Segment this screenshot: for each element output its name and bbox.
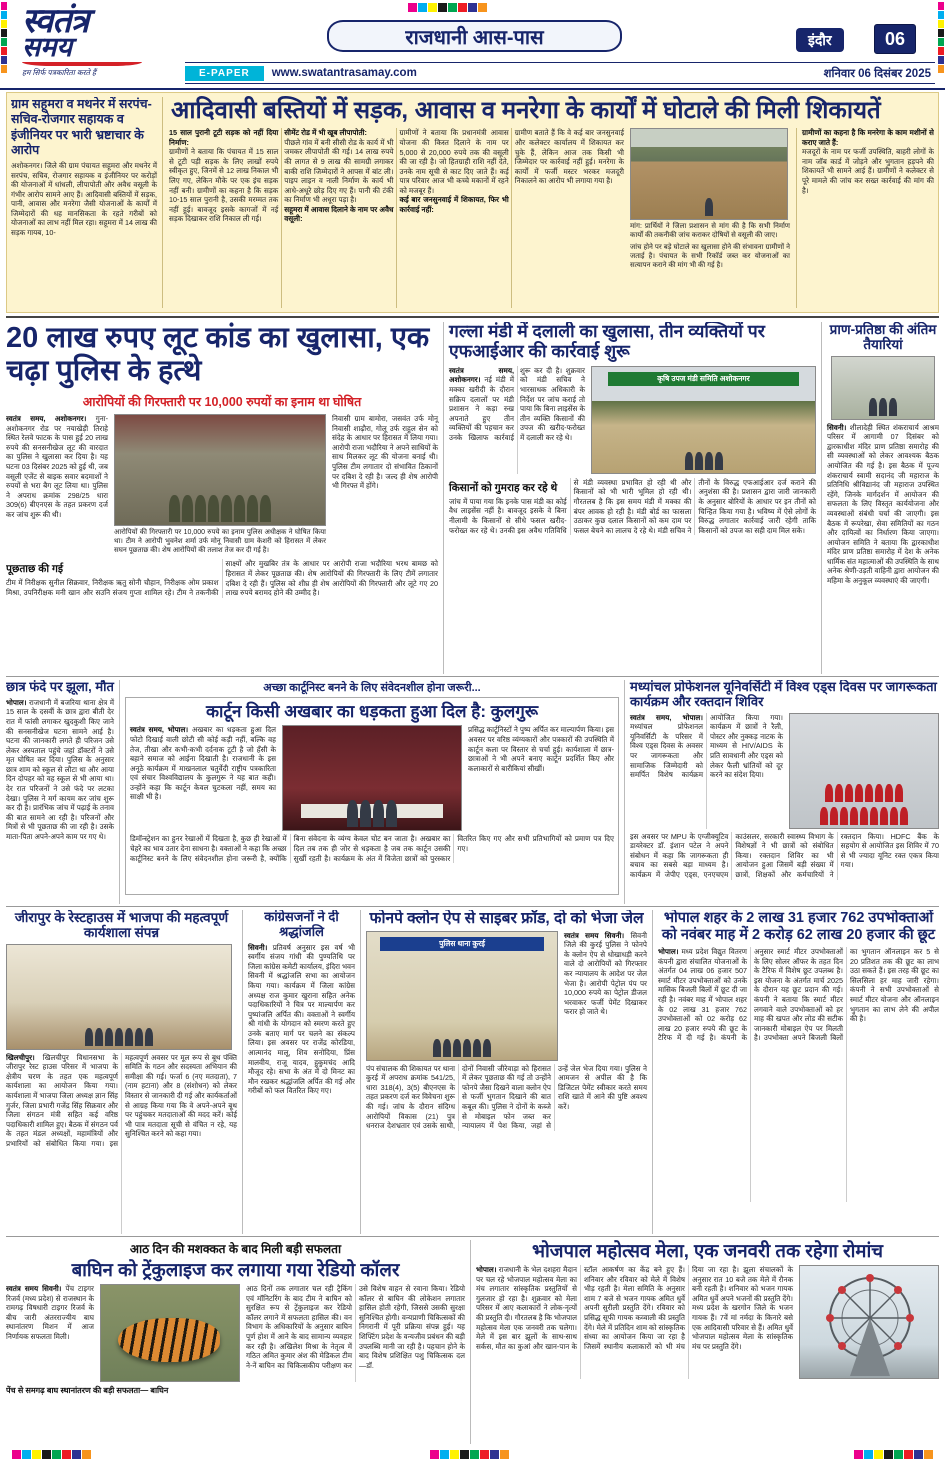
devotee-figures [832, 398, 934, 416]
byline: भोपाल। [658, 947, 679, 957]
body-text: प्रसिद्ध कार्टूनिस्टों ने पुष्प अर्पित कर माल्यार्पण किया। इस अवसर पर वरिष्ठ व्यंग्यकारों और पत्रकारों की उपस्थिति में कार्टून कला पर विस्तार से चर्चा हुई। कार्यशाला में छात्र-छात्राओं ने भी अपने बनाए कार्टून प्रदर्शित किए और कलाकारों से बारीकियां सीखीं। [468, 725, 614, 773]
bold-lead: सहूमरा में आवास दिलाने के नाम पर अवैध वसूली: [284, 204, 394, 224]
masthead-header [0, 0, 945, 90]
lead-photo-column [630, 128, 790, 308]
body-columns [246, 1284, 465, 1382]
epaper-label: E-PAPER [185, 66, 264, 81]
body-columns [366, 1064, 647, 1131]
tigress-figure [118, 1318, 220, 1362]
website-url: www.swatantrasamay.com [271, 67, 417, 79]
logo-line2: समय [22, 32, 73, 62]
body-columns [6, 559, 438, 597]
body-text: टीम में निरीक्षक सुनील सिक्रवार, निरीक्षक ऋतु सोनी चौहान, निरीक्षक ओम प्रकाश मिश्रा, उपनिरीक्षक मनी खान और सउनि संजय गुप्ता शामिल रहे। टीम ने तकनीकी साक्ष्यों और मुखबिर तंत्र के आधार पर आरोपी राजा भदौरिया भरथ बामछ को हिरासत में लेकर पूछताछ की। शेष आरोपियों की गिरफ्तारी के लिए टीमें लगातार दबिश दे रही हैं। पुलिस को शीघ्र ही शेष आरोपियों की गिरफ्तारी और लूटे गए 20 लाख रुपये बरामद होने की उम्मीद है। [6, 559, 438, 598]
headline: जीरापुर के रेस्टहाउस में भाजपा की महत्वपूर्ण कार्यशाला संपन्न [14, 910, 229, 941]
headline: भोजपाल महोत्सव मेला, एक जनवरी तक रहेगा रोमांच [531, 1240, 884, 1261]
story-lead-main [169, 97, 934, 308]
person-on-road-figure [631, 198, 787, 216]
band-4 [6, 906, 939, 1234]
photo-caption-more: जांच होने पर बड़े घोटाले का खुलासा होने की संभावना ग्रामीणों ने जताई है। पंचायत के सभी रिकॉर्ड जब्त कर योजनाओं का सत्यापन कराने की मांग भी की गई है। [630, 243, 790, 269]
byline: सिवनी। [248, 942, 268, 952]
headline: 20 लाख रुपए लूट कांड का खुलासा, एक चढ़ा पुलिस के हत्थे [6, 322, 430, 388]
bold-lead: कई बार जनसुनवाई में शिकायत, फिर भी कार्रवाई नहीं: [399, 195, 509, 214]
body-columns [449, 478, 816, 535]
ashram-photo [831, 356, 935, 420]
body-text: स्वतंत्र समय, भोपाल। अखबार का धड़कता हुआ दिल फोटो दिखाई वाली छोटी सी कोई कड़ी नहीं, बल्कि वह तेज, तीखा और कभी-कभी दर्दनाक टूटी है जो हँसी के बहाने समाज को आईना दिखाती है। राजधानी के इस अनूठे कार्यक्रम में माखनलाल चतुर्वेदी राष्ट्रीय पत्रकारिता एवं संचार विश्वविद्यालय के कुलगुरू ने यह बात कही। उन्होंने कहा कि कार्टून केवल चुटकला नहीं, समय का साक्षी भी है। [130, 725, 276, 802]
headline: मध्यांचल प्रोफेशनल यूनिवर्सिटी में विश्व एड्स दिवस पर जागरूकता कार्यक्रम और रक्तदान शिविर [630, 680, 937, 709]
body-text: सिवनी। शीलादेही स्थित शंकराचार्य आश्रम परिसर में आगामी 07 दिसंबर को द्वारकाधीश मंदिर प्राण प्रतिष्ठा समारोह की सी व्यवस्थाओं को लेकर आवश्यक बैठक आयोजित की गई है। इस बैठक में पूज्य शंकराचार्य स्वामी सदानंद जी महाराज के प्रतिनिधि श्रीविद्यानंद जी महाराज उपस्थित रहेंगे, जिनके मार्गदर्शन में आयोजन की सफलता के लिए विस्तृत कार्ययोजना और व्यवस्थाओं संबंधी चर्चा की जाएगी। इस बैठक में रूपरेखा, सेवा समितियों का गठन और दायित्वों का निर्धारण किया जाएगा। आयोजन समिति ने बताया कि द्वारकाधीश मंदिर प्राण प्रतिष्ठा समारोह में देश के अनेक धार्मिक संत महात्माओं की उपस्थिति के साथ अनेक श्रेणी-उड़ती वाहिनी द्वारा आयोजन की महिमा के अनुकूल व्यवस्थाएं की जाएगी। [827, 422, 939, 585]
epaper-bar [185, 62, 935, 84]
body-columns [476, 1265, 793, 1379]
body-text: भोपाल। राजधानी में बजरिया थाना क्षेत्र में 15 साल के दसवीं के छात्र द्वारा बीती देर रात में फांसी लगाकर खुदकुशी किए जाने की सनसनीखेज घटना सामने आई है। घटना की जानकारी लगते ही परिजन उसे लेकर अस्पताल पहुंचे जहां डॉक्टरों ने उसे मृत घोषित कर दिया। पुलिस के अनुसार छात्र शाम को स्कूल से लौटा था और आया दिन दोपहर को वह स्कूल से भी आया था। देर रात परिजनों ने उसे फंदे पर लटका देखा। पुलिस ने मर्ग कायम कर जांच शुरू कर दी है। प्रारंभिक जांच में पढ़ाई के तनाव की बात सामने आ रही है। परिजनों और मित्रों से भी पूछताछ की जा रही है। उसके माता-पिता अपने-अपने काम पर गए थे। [6, 697, 114, 841]
bold-lead: ग्रामीणों का कहना है कि मनरेगा के काम मशीनों से कराए जाते हैं: [802, 128, 934, 147]
panelist-figures [283, 800, 461, 827]
mandi-gate-photo [591, 366, 816, 474]
police-team-photo [114, 414, 326, 526]
bottom-note: पेंच से समगढ़ बाघ स्थानांतरण की बड़ी सफलता— बाघिन [6, 1386, 169, 1396]
body-text: मजदूरों के नाम पर फर्जी उपस्थिति, बाहरी लोगों के नाम जॉब कार्ड में जोड़ने और भुगतान हड़पने की शिकायतें भी सामने आई हैं। ग्रामीणों ने कलेक्टर से पूरे मामले की जांच कर सख्त कार्रवाई की मांग की है। [802, 147, 934, 195]
body-text: ग्रामीण बताते हैं कि वे कई बार जनसुनवाई और कलेक्टर कार्यालय में शिकायत कर चुके हैं, लेकिन आज तक किसी भी जिम्मेदार पर कार्रवाई नहीं हुई। मनरेगा के कार्यों में फर्जी मस्टर भरकर मजदूरी निकालने का आरोप भी लगाया गया है। [514, 128, 624, 186]
body-text: स्वतंत्र समय, अशोकनगर। नई मंडी में मक्का खरीदी के दौरान सक्रिय दलालों पर मंडी प्रशासन ने कड़ा रुख अपनाते हुए तीन व्यक्तियों की पहचान कर उनके खिलाफ कार्रवाई शुरू कर दी है। शुक्रवार को मंडी सचिव ने भारसाधक अधिकारी के निर्देश पर जांच कराई तो पाया कि बिना लाइसेंस के तीन व्यक्ति किसानों की उपज की खरीद-फरोख्त में दलाली कर रहे थे। [449, 365, 585, 442]
kicker: आठ दिन की मशक्कत के बाद मिली बड़ी सफलता [129, 1242, 342, 1256]
police-figures [115, 495, 325, 522]
photo-caption: आरोपियों की गिरफ्तारी पर 10,000 रुपये का इनाम पुलिस अधीक्षक ने घोषित किया था। टीम ने आरोपी भुवनेश शर्मा उर्फ मोनू निवासी ग्राम केशरी को हिरासत में लेकर सघन पूछताछ की। शेष आरोपियों की तलाश तेज कर दी गई है। [114, 529, 326, 555]
body-columns [169, 128, 624, 308]
story-aids-day [625, 680, 939, 904]
newspaper-logo [22, 4, 182, 78]
body-text: स्वतंत्र समय सिवनी। पेंच टाइगर रिजर्व (मध्य प्रदेश) से राजस्थान के रामगढ़ विषधारी टाइगर रिजर्व के बीच जारी अंतरराज्यीय बाघ स्थानांतरण मिशन में आज निर्णायक सफलता मिली। [6, 1284, 94, 1341]
police-station-photo [366, 931, 558, 1061]
body-text: पंप संचालक की शिकायत पर थाना कुरई में अपराध क्रमांक 541/25, धारा 318(4), 3(5) बीएनएस के तहत प्रकरण दर्ज कर विवेचना शुरू की गई। जांच के दौरान संदिग्ध आरोपियों विकास (21) पुत्र धनराज देशभ्रतार एवं उसके साथी, दोनों निवासी जीरेवाड़ा को हिरासत में लेकर पूछताछ की गई तो उन्होंने फोनपे जैसा दिखने वाला क्लोन ऐप से फर्जी भुगतान दिखाने की बात कबूल की। पुलिस ने दोनों के कब्जे से मोबाइल फोन जब्त कर न्यायालय में पेश किया, जहां से उन्हें जेल भेज दिया गया। पुलिस ने आमजन से अपील की है कि डिजिटल पेमेंट स्वीकार करते समय राशि खाते में आने की पुष्टि अवश्य करें। [366, 1063, 647, 1131]
story-phonepe-fraud [361, 910, 653, 1234]
body-text: भोपाल। राजधानी के भेल दशहरा मैदान पर चल रहे भोजपाल महोत्सव मेला का मंच लगातार सांस्कृतिक प्रस्तुतियों से गुलजार हो रहा है। शुक्रवार को मेला परिसर में आए कलाकारों ने लोक-नृत्यों की प्रस्तुति दी। गौरतलब है कि भोजपाल महोत्सव मेला एक जनवरी तक चलेगा। मेले में इस बार झूलों के साथ-साथ सर्कस, मौत का कुआं और खान-पान के स्टॉल आकर्षण का केंद्र बने हुए हैं। शनिवार और रविवार को मेले में विशेष भीड़ रहती है। मेला समिति के अनुसार शाम 7 बजे से भजन गायक अमित धुर्वे अपनी सुरीली प्रस्तुति देंगे। रविवार को प्रसिद्ध सूफी गायक कव्वाली की प्रस्तुति देंगे। मेले में प्रतिदिन शाम को सांस्कृतिक संध्या का आयोजन किया जा रहा है जिसमें स्थानीय कलाकारों को भी मंच दिया जा रहा है। झूला संचालकों के अनुसार रात 10 बजे तक मेले में रौनक बनी रहती है। शनिवार को भजन गायक अमित धुर्वे अपने भजनों की प्रस्तुति देंगे। मध्य प्रदेश के खरगोन जिले के भजन गायक हैं। 7वें मां नर्मदा के किनारे बसे एक आदिवासी परिवार से हैं। अमित धुर्वे भोजपाल महोत्सव मेला के सांस्कृतिक मंच पर प्रस्तुति देंगे। [476, 1265, 793, 1351]
body-text: स्वतंत्र समय, भोपाल। मध्यांचल प्रोफेशनल यूनिवर्सिटी के परिसर में विश्व एड्स दिवस के अवसर पर जागरूकता और सामाजिक जिम्मेदारी को समर्पित विशेष कार्यक्रम आयोजित किया गया। कार्यक्रम में छात्रों ने रैली, पोस्टर और नुक्कड़ नाटक के माध्यम से HIV/AIDS के प्रति सावधानी और एड्स को लेकर फैली भ्रांतियों को दूर करने का संदेश दिया। [630, 712, 783, 780]
story-bjp-workshop [6, 910, 243, 1234]
photo-caption: मांग: प्रार्थियों ने जिला प्रशासन से मांग की है कि सभी निर्माण कार्यों की तकनीकी जांच कराकर दोषियों से वसूली की जाए। [630, 223, 790, 240]
body-columns [630, 713, 783, 829]
byline: स्वतंत्र समय, भोपाल। [630, 712, 703, 722]
print-color-bar [854, 1450, 933, 1459]
body-text: निवासी ग्राम बामोरा, जसवंत उर्फ मोनू निवासी शाढ़ौरा, गोलू उर्फ राहुल सेन को संदेह के आधार पर हिरासत में लिया गया। आरोपी राजा भदौरिया ने अपने साथियों के साथ मिलकर लूट की योजना बनाई थी। पुलिस टीम लगातार दो संभावित ठिकानों पर दबिश दे रही है। जल्द ही शेष आरोपी भी गिरफ्त में होंगे। [332, 414, 438, 491]
mandi-people-figures [592, 452, 815, 470]
byline: भोपाल। [476, 1265, 497, 1275]
body-text: स्वतंत्र समय, अशोकनगर। गुना-अशोकनगर रोड पर नयाखेड़ी तिराहे स्थित रेलवे फाटक के पास हुई 20 लाख रुपये की सनसनीखेज लूट की वारदात का पुलिस ने खुलासा कर दिया है। यह घटना 03 दिसंबर 2025 को हुई थी, जब वसूली एजेंट से बाइक सवार बदमाशों ने रुपयों से भरा बैग लूट लिया था। पुलिस ने अपराध क्रमांक 298/25 धारा 309(6) बीएनएस के तहत प्रकरण दर्ज कर जांच शुरू की थी। [6, 414, 108, 519]
story-lead-scam [6, 92, 939, 313]
village-road-photo [630, 128, 788, 220]
stage-event-photo [282, 725, 462, 831]
story-mandi-brokers [444, 322, 822, 674]
meeting-room-photo [6, 944, 232, 1050]
band-2 [6, 316, 939, 674]
logo-tagline: हम सिर्फ पत्रकारिता करते हैं [22, 68, 97, 77]
body-columns [658, 947, 939, 1202]
band-3 [6, 676, 939, 904]
body-text: ग्रामीणों ने बताया कि प्रधानमंत्री आवास योजना की किस्त दिलाने के नाम पर 5,000 से 20,000 रुपये तक की वसूली की जा रही है। जो हितग्राही राशि नहीं देते, उनके नाम सूची से काट दिए जाते हैं। कई पात्र परिवार आज भी कच्चे मकानों में रहने को मजबूर हैं। [399, 128, 509, 195]
story-lead-side [11, 97, 163, 308]
body-text: स्वतंत्र समय सिवनी। सिवनी जिले की कुरई पुलिस ने फोनपे के क्लोन ऐप से धोखाधड़ी करने वाले दो आरोपियों को गिरफ्तार कर न्यायालय के आदेश पर जेल भेजा है। आरोपी पेट्रोल पंप पर 10,000 रुपये का पेट्रोल डीजल भरवाकर फर्जी पेमेंट दिखाकर फरार हो जाते थे। [564, 930, 648, 1017]
byline: स्वतंत्र समय सिवनी। [564, 930, 625, 940]
body-text: सिवनी। प्रतिवर्ष अनुसार इस वर्ष भी स्वर्गीय संजय गांधी की पुण्यतिथि पर जिला कांग्रेस कमेटी कार्यालय, इंदिरा भवन सिवनी में श्रद्धांजलि सभा का आयोजन किया गया। कार्यक्रम में जिला कांग्रेस अध्यक्ष राज कुमार खुराना सहित अनेक पदाधिकारियों ने चित्र पर माल्यार्पण कर पुष्पांजलि अर्पित की। वक्ताओं ने स्वर्गीय श्री गांधी के योगदान को स्मरण करते हुए उनके बताए मार्ग पर चलने का संकल्प लिया। इस अवसर पर राजेंद्र कोरडिया, आत्मानंद मालू, शिव सनोदिया, प्रिंस मालवीय, राजू यादव, हुकुमचंद आदि मौजूद रहे। सभा के अंत में दो मिनट का मौन रखकर श्रद्धांजलि अर्पित की गई और गरीबों को फल वितरित किए गए। [248, 942, 356, 1096]
byline: स्वतंत्र समय, अशोकनगर। [449, 365, 514, 385]
body-text: इस अवसर पर MPU के एग्जीक्यूटिव डायरेक्टर डॉ. इंशान पटेल ने अपने संबोधन में कहा कि जागरूकता ही बचाव का सबसे बड़ा माध्यम है। कार्यक्रम में जेपीए एड्स, एनएचएम काउंसलर, सरकारी स्वास्थ्य विभाग के विशेषज्ञों ने भी छात्रों को संबोधित किया। रक्तदान शिविर का भी आयोजन हुआ जिसमें बड़ी संख्या में छात्रों, शिक्षकों और कर्मचारियों ने रक्तदान किया। HDFC बैंक के सहयोग से आयोजित इस शिविर में 70 से भी ज्यादा यूनिट रक्त एकत्र किया गया। [630, 831, 939, 879]
mandi-sign-board: कृषि उपज मंडी समिति अशोकनगर [608, 372, 800, 386]
print-color-bar [12, 1450, 91, 1459]
byline: सिवनी। [827, 422, 847, 432]
bold-lead: 15 साल पुरानी टूटी सड़क को नहीं दिया निर्माण: [169, 128, 279, 147]
bold-lead: सीमेंट रोड में भी खूब लीपापोती: [284, 128, 367, 138]
story-congress-tribute [243, 910, 361, 1234]
red-shirt-group-photo [789, 713, 939, 829]
body-text: ग्रामीणों ने बताया कि पंचायत में 15 साल से टूटी पड़ी सड़क के लिए लाखों रुपये स्वीकृत हुए, जिनमें से 12 लाख निकाल भी लिए गए, लेकिन मौके पर एक इंच सड़क नहीं बनी। ग्रामीणों का कहना है कि सड़क 10-15 साल पुरानी है, उसकी मरम्मत तक नहीं हुई। बावजूद इसके कागजों में नई सड़क दिखाकर राशि निकाल ली गई। [169, 147, 279, 224]
tigress-photo [100, 1284, 240, 1382]
edition-badge: इंदौर [796, 28, 844, 52]
sub-headline-red: आरोपियों की गिरफ्तारी पर 10,000 रुपयों का इनाम था घोषित [82, 395, 362, 410]
body-text: खिलचीपुर। खिलचीपुर विधानसभा के जीरापुर रेस्ट हाउस परिसर में भाजपा के क्षेत्रीय चरण के तहत एक महत्वपूर्ण कार्यशाला का आयोजन किया गया। कार्यशाला में भाजपा जिला अध्यक्ष ज्ञान सिंह गुर्जर, जिला प्रभारी गजेंद्र सिंह सिक्रवार और जिला संगठन मंत्री सहित कई वरिष्ठ पदाधिकारी शामिल हुए। बैठक में संगठन पर्व के तहत मंडल अध्यक्षों, महामंत्रियों और प्रभारियों को संबोधित किया गया। इस महत्वपूर्ण अवसर पर मूल रूप से बूथ पंक्ति समिति के गठन और सदस्यता अभियान की समीक्षा की गई। फर्जा 6 (नए मतदाता), 7 (नाम हटाना) और 8 (संशोधन) को लेकर विस्तार से जानकारी दी गई और कार्यकर्ताओं से आग्रह किया गया कि वे अपने-अपने बूथ पर पहुंचकर मतदाताओं की मदद करें। कोई भी पात्र मतदाता सूची से वंचित न रहे, यह सुनिश्चित करने को कहा गया। [6, 1052, 237, 1148]
body-text: अशोकनगर। जिले की ग्राम पंचायत सहूमरा और मथनेर में सरपंच, सचिव, रोजगार सहायक व इंजीनियर पर करोड़ों की योजनाओं में धांधली, लीपापोती और अवैध वसूली के गंभीर आरोप सामने आए हैं। आदिवासी बस्तियों में सड़क, पानी, आवास और मनरेगा जैसी योजनाओं के कार्यों में जिम्मेदारों की धह मानसिकता के रहते गरीबों को योजनाओं का लाभ नहीं मिल रहा। सहूमरा में 14 लाख की सड़क गायब, 10- [11, 161, 157, 238]
section-banner-label: राजधानी आस-पास [405, 26, 544, 49]
headline: भोपाल शहर के 2 लाख 31 हजार 762 उपभोक्ताओं को नवंबर माह में 2 करोड़ 62 लाख 20 हजार की छूट [661, 910, 936, 943]
page-number: 06 [874, 24, 916, 54]
police-station-sign: पुलिस थाना कुरई [380, 937, 543, 951]
headline: ग्राम सहूमरा व मथनेर में सरपंच-सचिव-रोजगार सहायक व इंजीनियर पर भारी भ्रष्टाचार के आरोप [11, 97, 152, 157]
story-bhojpal-fair [471, 1240, 939, 1444]
logo-red-swoosh [22, 62, 142, 66]
headline: आदिवासी बस्तियों में सड़क, आवास व मनरेगा के कार्यों में घोटाले की मिली शिकायतें [171, 97, 881, 124]
kicker: अच्छा कार्टूनिस्ट बनने के लिए संवेदनशील होना जरूरी... [263, 682, 481, 694]
byline: भोपाल। [6, 697, 27, 707]
byline: स्वतंत्र समय सिवनी। [6, 1284, 62, 1294]
body-text: डिमॉन्स्ट्रेशन का हुनर रेखाओं में दिखता है, कुछ ही रेखाओं में चेहरे का भाव उतार देना साधना है। वक्ताओं ने कहा कि अच्छा कार्टूनिस्ट बनने के लिए संवेदनशील होना जरूरी है, क्योंकि बिना संवेदना के व्यंग्य केवल चोट बन जाता है। अखबार का दिल तब तक ही जोर से धड़कता है जब तक कार्टून उसकी सुर्खी रहती है। कार्यक्रम के अंत में विजेता छात्रों को पुरस्कार वितरित किए गए और सभी प्रतिभागियों को प्रमाण पत्र दिए गए। [130, 834, 614, 863]
byline: स्वतंत्र समय, अशोकनगर। [6, 414, 87, 424]
story-tigress-radio-collar [6, 1240, 471, 1444]
section-banner [327, 20, 622, 52]
body-text: जांच में पाया गया कि इनके पास मंडी का कोई वैध लाइसेंस नहीं है। बावजूद इसके वे बिना नीलामी के किसानों से सीधे फसल खरीद-फरोख्त कर रहे थे। उनकी इस अवैध गतिविधि से मंडी व्यवस्था प्रभावित हो रही थी और किसानों को भी भारी भूमिल हो रही थी। गौरतलब है कि इस समय मंडी में मक्का की बंपर आवक हो रही है। मंडी बोर्ड का फासला उठाकर कुछ दलाल किसानों को कम दाम पर फसल बेचने का लालच दे रहे थे। मंडी सचिव ने तीनों के विरुद्ध एफआईआर दर्ज कराने की अनुशंसा की है। प्रशासन द्वारा जारी जानकारी के अनुसार बोरियों के आधार पर इन तीनों को चिन्हित किया गया है। भविष्य में ऐसे लोगों के विरुद्ध लगातार कार्रवाई जारी रहेगी ताकि किसानों को उपज का सही दाम मिल सके। [449, 477, 816, 535]
story-pran-pratishtha [822, 322, 939, 674]
story-electricity-rebate [653, 910, 939, 1234]
print-color-bar [430, 1450, 509, 1459]
issue-date: शनिवार 06 दिसंबर 2025 [823, 67, 931, 80]
story-loot-case [6, 322, 444, 674]
body-columns [130, 834, 614, 863]
body-text: पीछले गांव में बनी सीसी रोड के कार्य में भी जमकर लीपापोती की गई। 14 लाख रुपये की लागत से 9 लाख की सामग्री लगाकर बाकी राशि जिम्मेदारों ने आपस में बांट ली। पाइप लाइन व नाली निर्माण के कार्य भी आधे-अधूरे छोड़ दिए गए हैं। पानी की टंकी का निर्माण भी अधूरा पड़ा है। [284, 137, 394, 205]
byline: खिलचीपुर। [6, 1052, 35, 1062]
ferris-wheel-photo [799, 1265, 939, 1379]
ferris-wheel-drawing [800, 1266, 939, 1379]
band-5 [6, 1236, 939, 1444]
headline: कार्टून किसी अखबार का धड़कता हुआ दिल है: कुलगुरू [205, 702, 539, 721]
story-student-suicide [6, 680, 120, 904]
story-cartoonist-workshop [120, 680, 625, 904]
headline: बाघिन को ट्रेंकुलाइज कर लगाया गया रेडियो कॉलर [71, 1259, 400, 1280]
attendee-figures [7, 1028, 231, 1046]
byline: स्वतंत्र समय, भोपाल। [130, 725, 189, 735]
body-columns [6, 1053, 237, 1234]
group-row-back [790, 784, 938, 802]
sub-headline: पूछताछ की गई [6, 563, 64, 576]
group-row-front [790, 807, 938, 825]
headline: कांग्रेसजनों ने दी श्रद्धांजलि [264, 910, 339, 939]
body-text: भोपाल। मध्य प्रदेश विद्युत वितरण कंपनी द्वारा संचालित योजनाओं के अंतर्गत 04 लाख 06 हजार 507 स्मार्ट मीटर उपभोक्ताओं को उनके मासिक बिजली बिलों में छूट दी जा रही है। नवंबर माह में भोपाल शहर के 02 लाख 31 हजार 762 उपभोक्ताओं को 02 करोड़ 62 लाख 20 हजार रुपये की छूट के टैरिफ में दी गई है। कंपनी के अनुसार स्मार्ट मीटर उपभोक्ताओं के लिए सोलर ऑफर के तहत दिन के टैरिफ में विशेष छूट उपलब्ध है। इस योजना के अंतर्गत मार्च 2025 के दौरान यह छूट प्रदान की गई। कंपनी ने बताया कि स्मार्ट मीटर लगवाने वाले उपभोक्ताओं को हर माह की खपत और लोड की सटीक जानकारी मोबाइल ऐप पर मिलती है। उपभोक्ता अपने बिजली बिलों का भुगतान ऑनलाइन कर 5 से 20 प्रतिशत तक की छूट का लाभ उठा सकते हैं। इस तरह की छूट का सिलसिला हर माह जारी रहेगा। कंपनी ने सभी उपभोक्ताओं से स्मार्ट मीटर योजना और ऑनलाइन भुगतान का लाभ लेने की अपील की है। [658, 947, 939, 1043]
body-columns [449, 366, 585, 474]
body-columns [630, 832, 939, 880]
lead-right-column [796, 128, 934, 308]
logo-line1: स्वतंत्र [22, 2, 89, 40]
headline: छात्र फंदे पर झूला, मौत [6, 680, 114, 694]
headline: फोनपे क्लोन ऐप से साइबर फ्रॉड, दो को भेजा जेल [369, 910, 644, 927]
headline: प्राण-प्रतिष्ठा की अंतिम तैयारियां [829, 322, 937, 353]
headline: गल्ला मंडी में दलाली का खुलासा, तीन व्यक्तियों पर एफआईआर की कार्रवाई शुरू [449, 322, 765, 361]
body-text: आठ दिनों तक लगातार चल रही ट्रैकिंग एवं मॉनिटरिंग के बाद टीम ने बाघिन को सुरक्षित रूप से ट्रेंकुलाइज कर रेडियो कॉलर लगाने में सफलता हासिल की। वन विभाग के अधिकारियों के अनुसार बाघिन पूर्ण होश में आने के बाद सामान्य व्यवहार कर रही है। अखिलेश मिश्रा के नेतृत्व में गठित अमित कुमार अंश की मेडिकल टीम ने-नें बाघिन का चिकित्सकीय परीक्षण कर उसे विशेष वाहन से रवाना किया। रेडियो कॉलर से बाघिन की लोकेशन लगातार हासिल होती रहेगी, जिससे उसकी सुरक्षा सुनिश्चित होगी। वन्यप्राणी चिकित्सकों की निगरानी में पूरी प्रक्रिया संपन्न हुई। यह शिफ्टिंग प्रदेश के वन्यजीव प्रबंधन की बड़ी उपलब्धि मानी जा रही है। पहचान होने के बाद विशेष प्रशिक्षित पशु चिकित्सक दल—डॉ. [246, 1284, 465, 1370]
police-group-figures [367, 1039, 557, 1057]
sub-headline: किसानों को गुमराह कर रहे थे [449, 481, 558, 494]
